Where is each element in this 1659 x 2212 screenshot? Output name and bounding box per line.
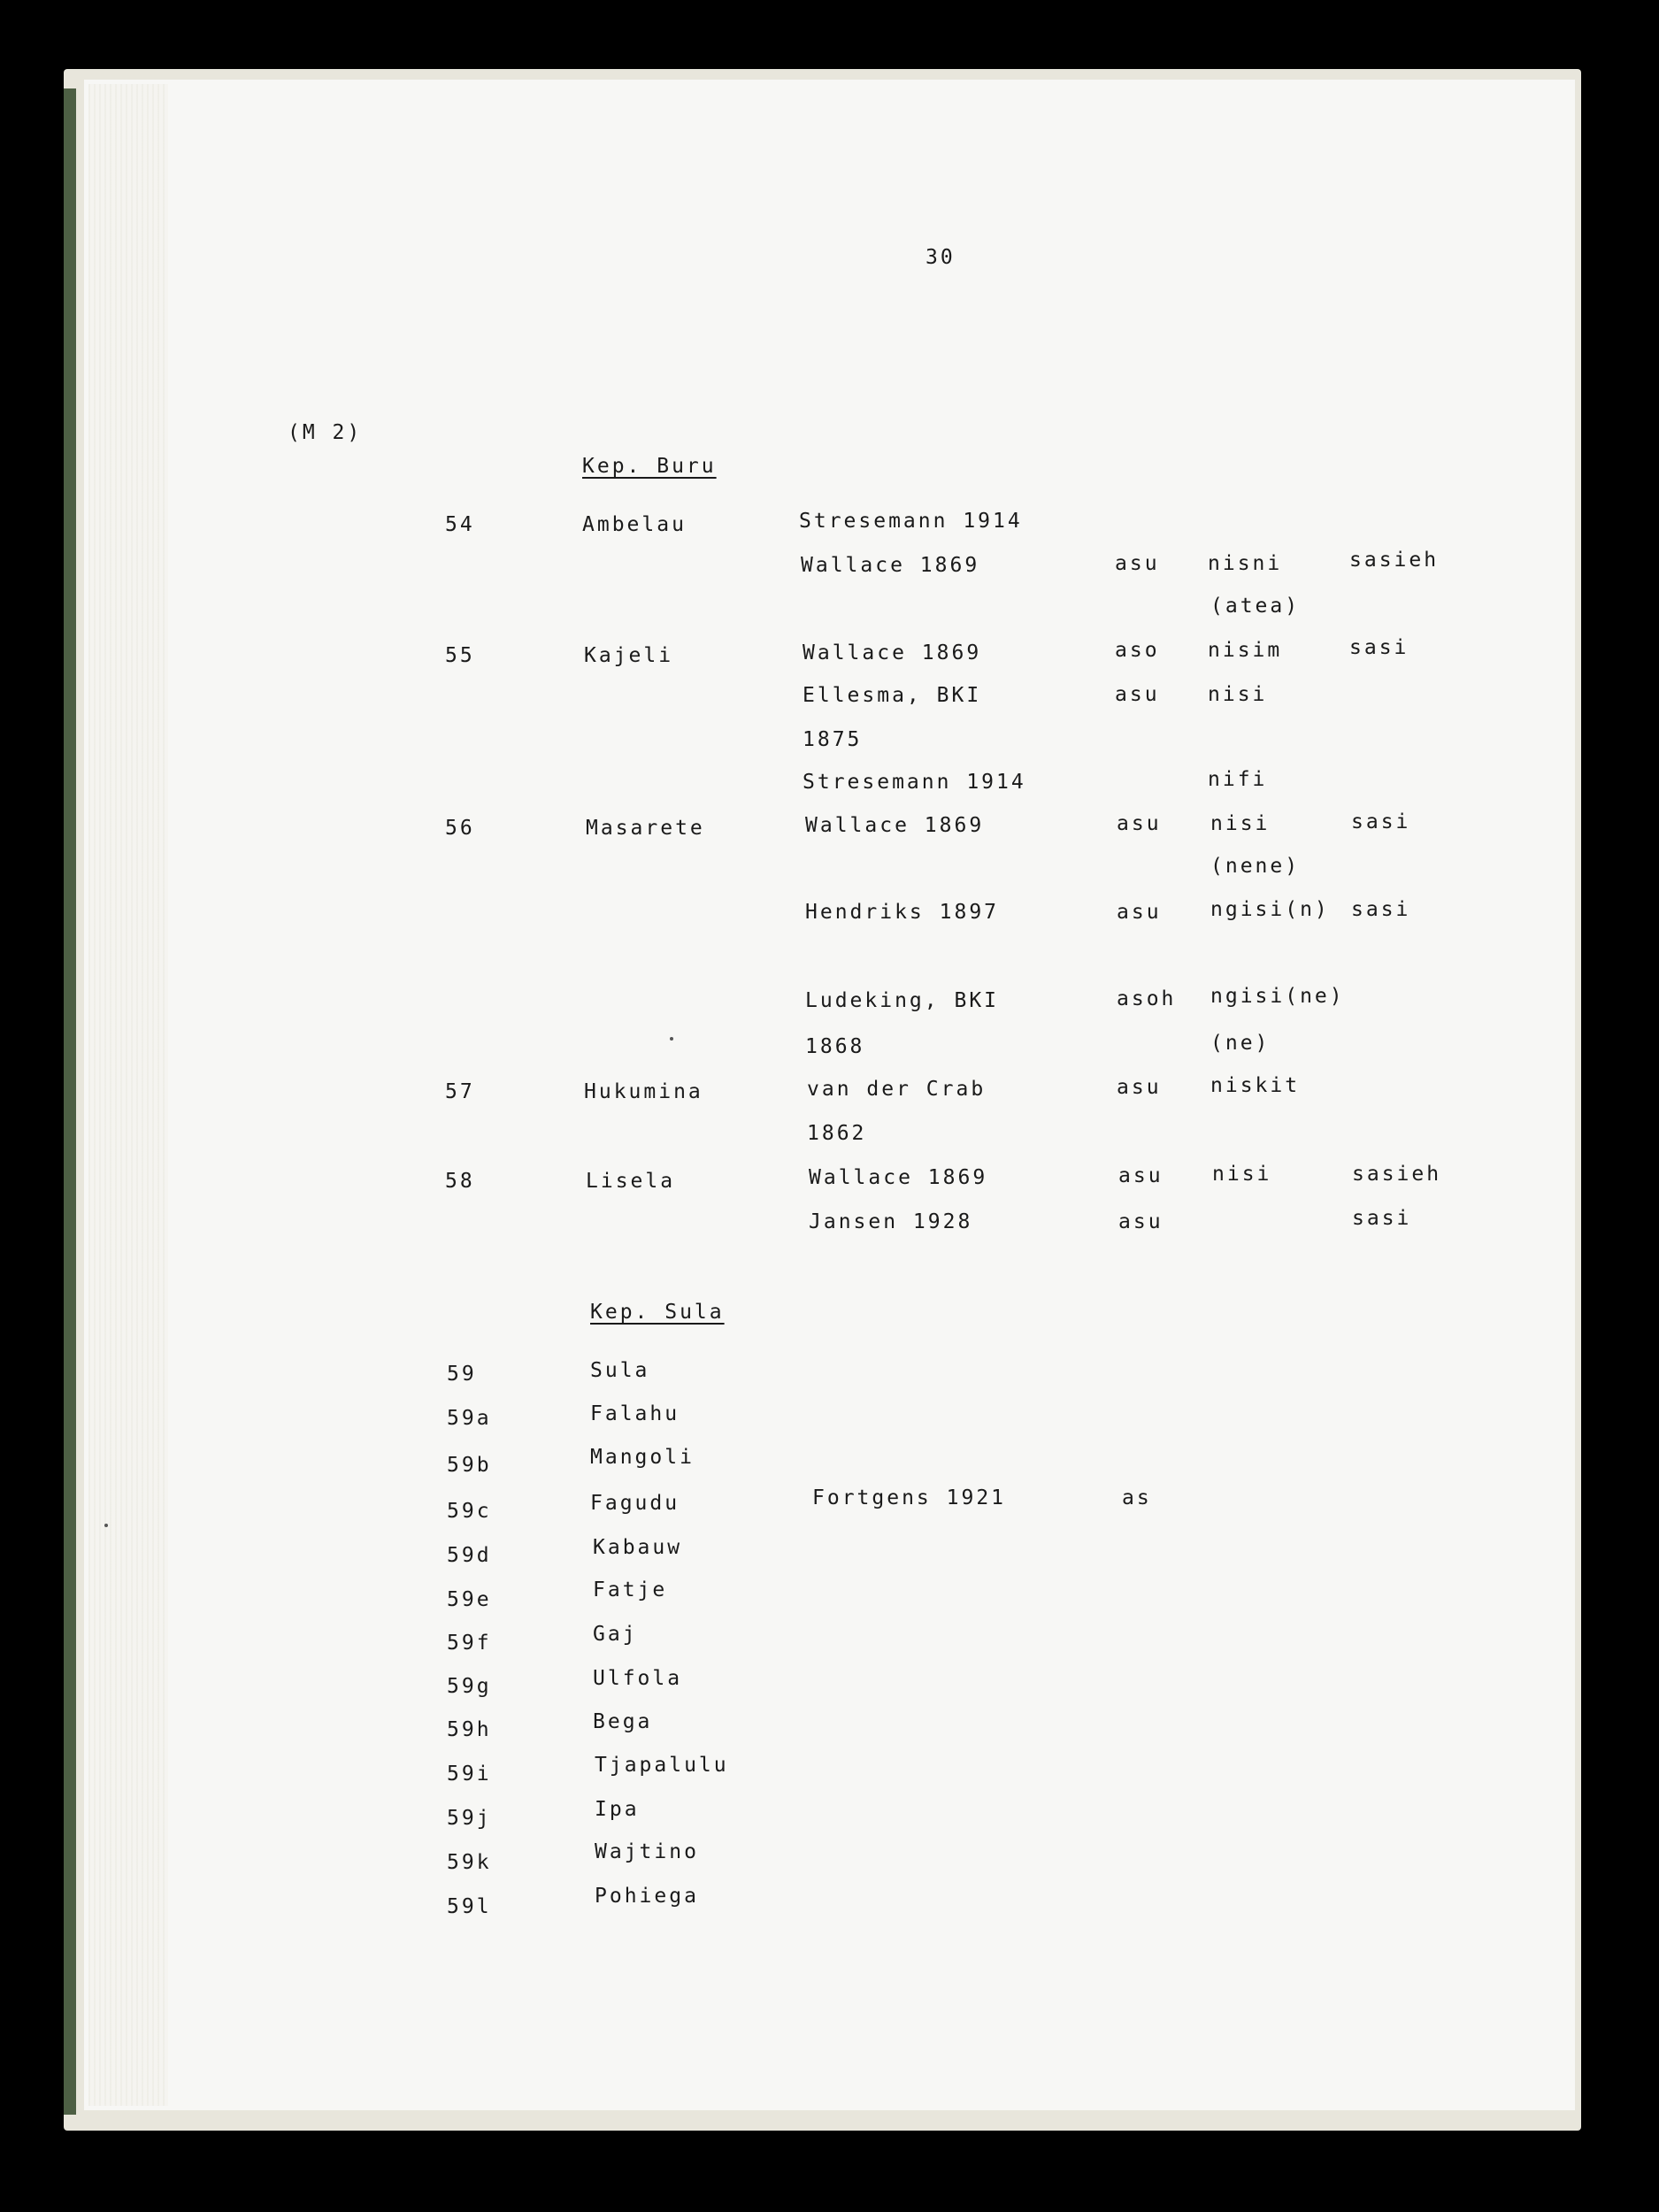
source: Jansen 1928 [809, 1210, 973, 1233]
entry-number: 59d [447, 1544, 492, 1567]
source: 1868 [805, 1035, 865, 1058]
place-name: Pohiega [595, 1885, 699, 1908]
word-comb: sasi [1351, 898, 1411, 921]
word-dog: asu [1115, 552, 1160, 575]
ink-speck [104, 1524, 108, 1527]
place-name: Ambelau [582, 513, 687, 536]
source: Wallace 1869 [805, 814, 985, 837]
place-name: Lisela [586, 1170, 676, 1193]
word-tooth: nisi [1212, 1163, 1272, 1186]
entry-number: 59i [447, 1763, 492, 1786]
place-name: Kabauw [593, 1536, 683, 1559]
word-dog: asu [1115, 683, 1160, 706]
place-name: Fagudu [590, 1492, 680, 1515]
book-cover-edge [64, 88, 76, 2115]
entry-number: 57 [445, 1080, 475, 1103]
word-dog: asu [1117, 901, 1162, 924]
word-tooth: (ne) [1210, 1032, 1271, 1055]
place-name: Tjapalulu [595, 1754, 729, 1777]
entry-number: 59l [447, 1895, 492, 1918]
source: Wallace 1869 [809, 1166, 988, 1189]
entry-number: 59c [447, 1500, 492, 1523]
word-tooth: (atea) [1210, 595, 1301, 618]
word-dog: asoh [1117, 987, 1177, 1010]
word-dog: asu [1117, 1076, 1162, 1099]
word-tooth: nifi [1208, 768, 1268, 791]
source: Stresemann 1914 [799, 510, 1023, 533]
word-comb: sasi [1351, 810, 1411, 833]
place-name: Falahu [590, 1402, 680, 1425]
word-dog: asu [1117, 812, 1162, 835]
place-name: Ipa [595, 1798, 640, 1821]
page-stack-lines [88, 84, 168, 2106]
source: Stresemann 1914 [803, 771, 1026, 794]
place-name: Masarete [586, 817, 705, 840]
entry-number: 56 [445, 817, 475, 840]
place-name: Fatje [593, 1578, 668, 1601]
source: 1875 [803, 728, 863, 751]
entry-number: 59h [447, 1718, 492, 1741]
word-comb: sasi [1349, 636, 1409, 659]
place-name: Kajeli [584, 644, 674, 667]
place-name: Sula [590, 1359, 650, 1382]
source: Ludeking, BKI [805, 989, 1000, 1012]
place-name: Ulfola [593, 1667, 683, 1690]
ink-speck [670, 1037, 673, 1041]
place-name: Mangoli [590, 1446, 695, 1469]
entry-number: 59e [447, 1588, 492, 1611]
word-tooth: nisi [1210, 812, 1271, 835]
entry-number: 55 [445, 644, 475, 667]
entry-number: 59j [447, 1807, 492, 1830]
word-dog: asu [1118, 1210, 1164, 1233]
word-comb: sasieh [1349, 549, 1440, 572]
source: Ellesma, BKI [803, 684, 982, 707]
entry-number: 59a [447, 1407, 492, 1430]
entry-number: 59k [447, 1851, 492, 1874]
word-dog: as [1122, 1486, 1152, 1509]
entry-number: 58 [445, 1170, 475, 1193]
entry-number: 59 [447, 1363, 477, 1386]
place-name: Bega [593, 1710, 653, 1733]
word-comb: sasieh [1352, 1163, 1442, 1186]
word-dog: asu [1118, 1164, 1164, 1187]
section-title-kep-sula: Kep. Sula [590, 1301, 725, 1324]
word-tooth: niskit [1210, 1074, 1301, 1097]
place-name: Hukumina [584, 1080, 703, 1103]
word-tooth: nisim [1208, 639, 1283, 662]
source: Hendriks 1897 [805, 901, 1000, 924]
word-tooth: nisni [1208, 552, 1283, 575]
word-tooth: nisi [1208, 683, 1268, 706]
word-tooth: ngisi(ne) [1210, 985, 1345, 1008]
entry-number: 59f [447, 1632, 492, 1655]
word-tooth: (nene) [1210, 855, 1301, 878]
source: 1862 [807, 1122, 867, 1145]
section-title-kep-buru: Kep. Buru [582, 455, 717, 478]
place-name: Gaj [593, 1623, 638, 1646]
entry-number: 59g [447, 1675, 492, 1698]
word-tooth: ngisi(n) [1210, 898, 1330, 921]
page-number: 30 [926, 246, 956, 269]
word-comb: sasi [1352, 1207, 1412, 1230]
word-dog: aso [1115, 639, 1160, 662]
entry-number: 59b [447, 1454, 492, 1477]
source: van der Crab [807, 1078, 987, 1101]
source: Fortgens 1921 [812, 1486, 1007, 1509]
map-label: (M 2) [288, 421, 363, 444]
entry-number: 54 [445, 513, 475, 536]
place-name: Wajtino [595, 1840, 699, 1863]
source: Wallace 1869 [803, 641, 982, 664]
source: Wallace 1869 [801, 554, 980, 577]
